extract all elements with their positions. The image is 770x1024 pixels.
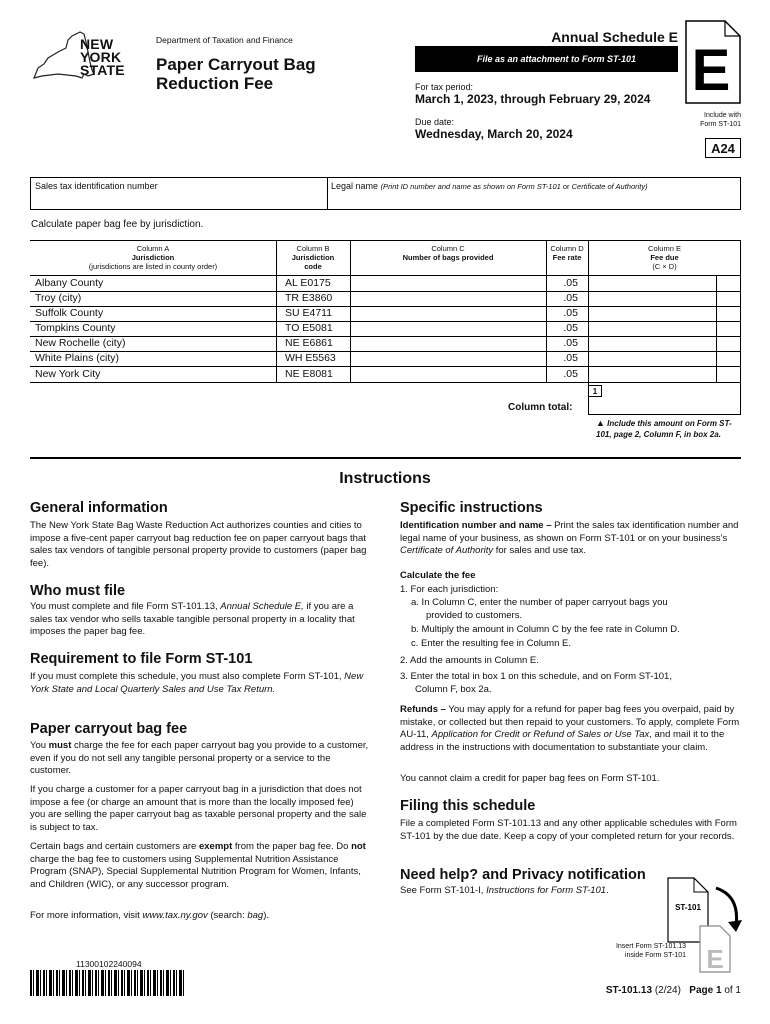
step-1a-cont: provided to customers. <box>426 610 523 621</box>
rate-cell: .05 <box>563 277 578 289</box>
code-cell: AL E0175 <box>285 277 331 289</box>
step-1c: c. Enter the resulting fee in Column E. <box>411 638 571 649</box>
attachment-banner: File as an attachment to Form ST-101 <box>415 46 678 72</box>
bag-fee-para-1: You must charge the fee for each paper carryout bag you provide to a customer, even if you do not sell any tangible personal property or a service to the customer. <box>30 740 369 777</box>
jurisdiction-cell: New Rochelle (city) <box>35 337 126 349</box>
instructions-title: Instructions <box>339 470 431 487</box>
section-divider <box>30 457 741 459</box>
due-date-label: Due date: <box>415 117 455 127</box>
include-amount-note: ▲ Include this amount on Form ST-101, page 2, Column F, in box 2a. <box>596 418 732 439</box>
identification-row <box>30 177 741 210</box>
triangle-up-icon: ▲ <box>596 418 605 428</box>
tax-period-value: March 1, 2023, through February 29, 2024 <box>415 92 651 106</box>
column-total-input[interactable] <box>590 384 740 414</box>
bags-input[interactable] <box>352 276 544 291</box>
step-3: 3. Enter the total in box 1 on this schedule, and on Form ST-101, <box>400 671 672 682</box>
bag-fee-para-3: Certain bags and certain customers are exempt from the paper bag fee. Do not charge the bag fee to customers using Supplemental Nutrition Assistance Program (SNAP), Special Supplemental Nutrition Program for Women, Infants, and Children (WIC), or any successor program. <box>30 841 366 890</box>
bag-fee-para-2: If you charge a customer for a paper carryout bag in a jurisdiction that does not impose a fee (or charge an amount that is more than the locally imposed fee) you are selling the paper carryout bag as taxable personal property and the sale is subject to tax. <box>30 784 367 833</box>
step-3-cont: Column F, box 2a. <box>415 684 492 695</box>
fee-due-input[interactable] <box>590 306 740 321</box>
requirement-heading: Requirement to file Form ST-101 <box>30 651 253 667</box>
schedule-e-badge-icon <box>685 20 741 104</box>
column-divider <box>350 240 351 382</box>
step-1b: b. Multiply the amount in Column C by the fee rate in Column D. <box>411 624 680 635</box>
rate-cell: .05 <box>563 292 578 304</box>
form-code-box: A24 <box>705 138 741 158</box>
sales-tax-id-input[interactable] <box>31 178 327 209</box>
jurisdiction-cell: Albany County <box>35 277 104 289</box>
rate-cell: .05 <box>563 368 578 380</box>
rate-cell: .05 <box>563 307 578 319</box>
calculate-intro: Calculate paper bag fee by jurisdiction. <box>31 219 204 230</box>
bags-input[interactable] <box>352 367 544 382</box>
legal-name-input[interactable] <box>328 192 740 209</box>
fee-due-input[interactable] <box>590 291 740 306</box>
bags-input[interactable] <box>352 306 544 321</box>
rate-cell: .05 <box>563 322 578 334</box>
code-cell: SU E4711 <box>285 307 333 319</box>
include-with-note: Include with Form ST-101 <box>700 112 741 128</box>
column-total-label: Column total: <box>508 402 573 413</box>
column-d-header: Column D Fee rate <box>546 240 588 276</box>
code-cell: TR E3860 <box>285 292 333 304</box>
fee-due-input[interactable] <box>590 336 740 351</box>
jurisdiction-cell: Troy (city) <box>35 292 82 304</box>
fee-due-input[interactable] <box>590 351 740 366</box>
department-name: Department of Taxation and Finance <box>156 35 293 45</box>
document-number: 11300102240094 <box>76 959 142 969</box>
bags-input[interactable] <box>352 351 544 366</box>
due-date-value: Wednesday, March 20, 2024 <box>415 127 573 141</box>
specific-instructions-heading: Specific instructions <box>400 500 543 516</box>
column-e-header: Column E Fee due (C × D) <box>588 240 741 276</box>
code-cell: NE E6861 <box>285 337 333 349</box>
general-info-heading: General information <box>30 500 168 516</box>
form-revision: (2/24) <box>654 985 681 996</box>
step-2: 2. Add the amounts in Column E. <box>400 655 539 666</box>
jurisdiction-cell: Suffolk County <box>35 307 104 319</box>
no-credit-text: You cannot claim a credit for paper bag fees on Form ST-101. <box>400 773 660 784</box>
fee-due-input[interactable] <box>590 367 740 382</box>
help-heading: Need help? and Privacy notification <box>400 867 646 883</box>
insert-graphic-e-letter: E <box>706 944 724 974</box>
bag-fee-heading: Paper carryout bag fee <box>30 721 188 737</box>
form-title: Paper Carryout Bag Reduction Fee <box>156 55 316 93</box>
help-text: See Form ST-101-I, Instructions for Form ST-101. <box>400 885 609 896</box>
bags-input[interactable] <box>352 321 544 336</box>
page-number: 1 <box>715 985 722 996</box>
fee-due-input[interactable] <box>590 321 740 336</box>
barcode <box>30 970 185 996</box>
step-1a: a. In Column C, enter the number of paper carryout bags you <box>411 597 668 608</box>
schedule-name: Annual Schedule E <box>551 29 678 45</box>
row-line <box>30 382 741 383</box>
box-1-label: 1 <box>588 385 602 397</box>
form-id: ST-101.13 <box>605 985 653 996</box>
filing-heading: Filing this schedule <box>400 798 536 814</box>
row-line <box>588 414 741 415</box>
requirement-text: If you must complete this schedule, you must also complete Form ST-101, New York State and Local Quarterly Sales and Use Tax Return. <box>30 671 364 695</box>
code-cell: NE E8081 <box>285 368 333 380</box>
id-number-instructions: Identification number and name – Print the sales tax identification number and legal name of your business, as shown on Form ST-101 or on your business’s Certificate of Authority for sales and use tax. <box>400 520 739 557</box>
calculate-fee-heading: Calculate the fee <box>400 570 476 581</box>
column-divider <box>276 240 277 382</box>
jurisdiction-cell: New York City <box>35 368 101 380</box>
insert-note: Insert Form ST-101.13 inside Form ST-101 <box>615 943 686 959</box>
legal-name-label: Legal name (Print ID number and name as shown on Form ST-101 or Certificate of Authority) <box>331 181 648 191</box>
ny-state-logo: NEW YORK STATE <box>80 36 125 78</box>
page-footer: ST-101.13 (2/24) Page 1 of 1 <box>605 985 741 996</box>
column-a-header: Column A Jurisdiction (jurisdictions are listed in county order) <box>30 240 276 276</box>
column-divider <box>740 240 741 415</box>
who-must-file-heading: Who must file <box>30 583 126 599</box>
rate-cell: .05 <box>563 352 578 364</box>
tax-period-label: For tax period: <box>415 82 474 92</box>
fee-due-input[interactable] <box>590 276 740 291</box>
fee-table <box>30 240 741 415</box>
insert-graphic-form-label: ST-101 <box>675 903 701 912</box>
jurisdiction-cell: White Plains (city) <box>35 352 120 364</box>
jurisdiction-cell: Tompkins County <box>35 322 116 334</box>
bags-input[interactable] <box>352 291 544 306</box>
general-info-text: The New York State Bag Waste Reduction Act authorizes counties and cities to impose a five-cent paper carryout bag reduction fee on paper carryout bags that sales tax vendors of tangible personal property provide to customers (paper bag fee). <box>30 520 367 569</box>
tax-website-link[interactable]: www.tax.ny.gov <box>142 910 208 921</box>
sales-tax-id-label: Sales tax identification number <box>35 181 158 191</box>
who-must-file-text: You must complete and file Form ST-101.13, Annual Schedule E, if you are a sales tax vendor who sells taxable tangible personal property in a locality that imposes the paper bag fee. <box>30 601 355 638</box>
more-info-text: For more information, visit www.tax.ny.gov (search: bag). <box>30 910 270 921</box>
refunds-text: Refunds – You may apply for a refund for paper bag fees you overpaid, paid by mistake, or collected but then repaid to your customers. To apply, complete Form AU-11, Application for Credit or Refund of Sales or Use Tax, and mail it to the address in the instructions with documentation to substantiate your claim. <box>400 704 740 753</box>
step-1: 1. For each jurisdiction: <box>400 584 499 595</box>
filing-text: File a completed Form ST-101.13 and any other applicable schedules with Form ST-101 by the due date. Keep a copy of your completed return for your records. <box>400 818 737 842</box>
code-cell: WH E5563 <box>285 352 336 364</box>
column-c-header: Column C Number of bags provided <box>350 240 546 276</box>
bags-input[interactable] <box>352 336 544 351</box>
column-b-header: Column B Jurisdiction code <box>276 240 350 276</box>
schedule-e-badge-letter: E <box>691 38 731 103</box>
rate-cell: .05 <box>563 337 578 349</box>
code-cell: TO E5081 <box>285 322 333 334</box>
